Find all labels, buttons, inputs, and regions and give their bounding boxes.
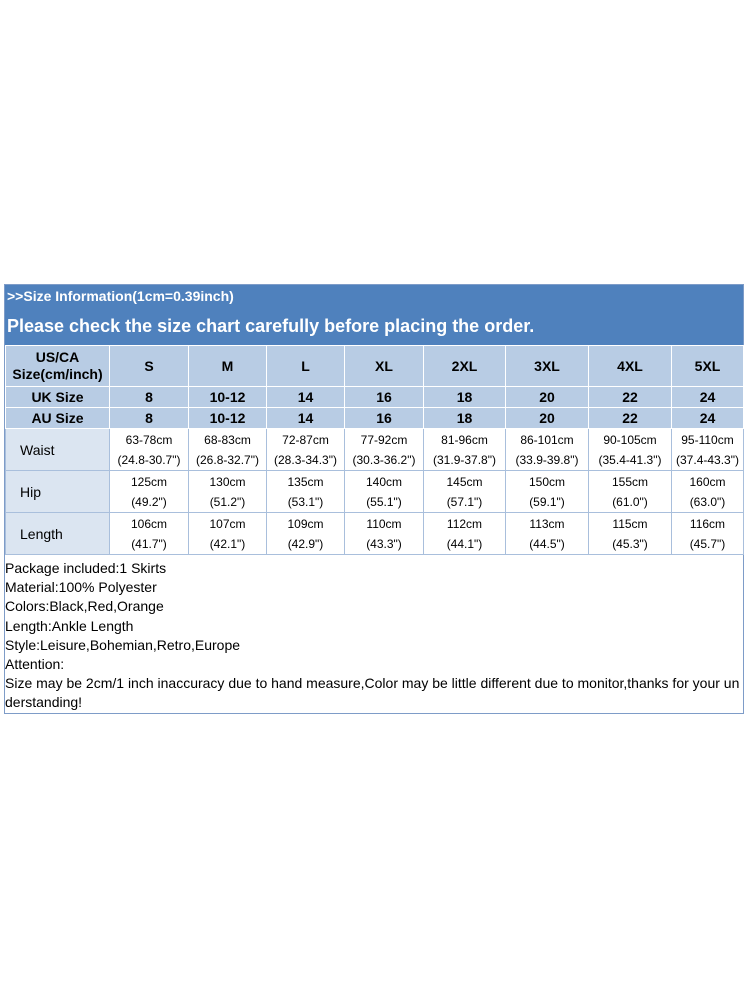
corner-cell	[6, 346, 110, 387]
conversion-value: 16	[345, 387, 424, 408]
conversion-value: 22	[589, 387, 672, 408]
conversion-value: 18	[424, 387, 506, 408]
measurement-cell	[189, 429, 267, 471]
conversion-value: 20	[506, 387, 589, 408]
conversion-label: UK Size	[6, 387, 110, 408]
measurement-cm: 155cm	[611, 474, 649, 489]
info-line: Package included:1 Skirts	[5, 560, 167, 576]
measurement-cm: 130cm	[209, 474, 246, 489]
measurement-cm: 116cm	[689, 516, 726, 531]
conversion-value: 8	[110, 387, 189, 408]
measurement-cm: 145cm	[446, 474, 483, 489]
measurement-cm: 110cm	[366, 516, 402, 531]
conversion-value: 10-12	[189, 387, 267, 408]
measurement-inch: (44.5")	[529, 536, 565, 551]
measurement-inch: (41.7")	[131, 536, 167, 551]
measurement-inch: (24.8-30.7")	[117, 452, 181, 467]
measurement-inch: (33.9-39.8")	[515, 452, 579, 467]
measurement-inch: (30.3-36.2")	[352, 452, 416, 467]
size-chart-notice: Please check the size chart carefully before placing the order.	[5, 307, 743, 345]
measurement-inch: (61.0")	[612, 494, 648, 509]
measurement-cell	[424, 471, 506, 513]
measurement-inch: (53.1")	[287, 494, 324, 509]
info-line: Length:Ankle Length	[5, 617, 134, 634]
measurement-inch: (31.9-37.8")	[433, 452, 496, 467]
conversion-row	[6, 387, 744, 408]
size-header-cell: XL	[345, 346, 424, 387]
measurement-cell	[672, 513, 744, 555]
measurement-cm: 140cm	[365, 474, 403, 489]
info-line: Material:100% Polyester	[5, 579, 157, 596]
measurement-cell	[589, 513, 672, 555]
measurement-cell	[345, 429, 424, 471]
conversion-value: 8	[110, 408, 189, 429]
size-chart-card	[4, 284, 744, 714]
measurement-cell	[424, 429, 506, 471]
measurement-cell	[110, 471, 189, 513]
measurement-inch: (43.3")	[366, 536, 402, 551]
info-line: Colors:Black,Red,Orange	[5, 598, 164, 615]
measurement-cell	[267, 513, 345, 555]
measurement-cell	[267, 429, 345, 471]
conversion-row	[6, 408, 744, 429]
size-header-cell: M	[189, 346, 267, 387]
measurement-inch: (55.1")	[366, 494, 402, 509]
measurement-cm: 125cm	[130, 474, 168, 489]
size-header-cell: 5XL	[672, 346, 744, 387]
measurement-cell	[110, 513, 189, 555]
measurement-cell	[189, 513, 267, 555]
measurement-inch: (49.2")	[131, 494, 167, 509]
measurement-inch: (26.8-32.7")	[196, 452, 259, 467]
measurement-inch: (42.1")	[209, 536, 246, 551]
measurement-cm: 106cm	[130, 516, 168, 531]
conversion-value: 24	[672, 408, 744, 429]
size-header-row	[6, 346, 744, 387]
measurement-cell	[672, 471, 744, 513]
measurement-inch: (44.1")	[446, 536, 483, 551]
measurement-cell	[110, 429, 189, 471]
conversion-value: 14	[267, 408, 345, 429]
measurement-inch: (51.2")	[209, 494, 246, 509]
measurement-cm: 115cm	[612, 516, 648, 531]
conversion-value: 24	[672, 387, 744, 408]
size-header-cell: 3XL	[506, 346, 589, 387]
size-header-cell: L	[267, 346, 345, 387]
measurement-cm: 68-83cm	[204, 432, 251, 447]
size-header-cell: 2XL	[424, 346, 506, 387]
measurement-cell	[345, 471, 424, 513]
product-info	[5, 559, 741, 713]
measurement-cell	[672, 429, 744, 471]
measurement-cm: 72-87cm	[282, 432, 329, 447]
info-line: Attention:	[5, 656, 65, 673]
size-header-cell: 4XL	[589, 346, 672, 387]
measurement-cm: 107cm	[209, 516, 246, 531]
conversion-value: 10-12	[189, 408, 267, 429]
measurement-label: Length	[6, 513, 110, 555]
measurement-row	[6, 513, 744, 555]
conversion-label: AU Size	[6, 408, 110, 429]
measurement-cell	[589, 471, 672, 513]
conversion-value: 14	[267, 387, 345, 408]
measurement-row	[6, 471, 744, 513]
measurement-inch: (42.9")	[287, 536, 324, 551]
measurement-row	[6, 429, 744, 471]
measurement-cm: 86-101cm	[520, 432, 574, 447]
measurement-cm: 81-96cm	[441, 432, 488, 447]
measurement-inch: (28.3-34.3")	[274, 452, 337, 467]
measurement-cm: 112cm	[446, 516, 483, 531]
measurement-inch: (45.3")	[612, 536, 648, 551]
measurement-cell	[345, 513, 424, 555]
measurement-cell	[506, 513, 589, 555]
size-info-title: >>Size Information(1cm=0.39inch)	[5, 285, 743, 307]
size-header-cell: S	[110, 346, 189, 387]
info-line: Style:Leisure,Bohemian,Retro,Europe	[5, 636, 241, 653]
measurement-cm: 63-78cm	[125, 432, 173, 447]
info-line: Size may be 2cm/1 inch inaccuracy due to hand measure,Color may be little different due to monitor,thanks for your understanding!	[5, 675, 740, 711]
measurement-cm: 113cm	[529, 516, 565, 531]
conversion-value: 20	[506, 408, 589, 429]
measurement-cell	[506, 429, 589, 471]
measurement-cell	[267, 471, 345, 513]
measurement-cm: 160cm	[689, 474, 726, 489]
measurement-cm: 95-110cm	[681, 432, 734, 447]
measurement-cell	[189, 471, 267, 513]
measurement-inch: (59.1")	[529, 494, 565, 509]
conversion-value: 18	[424, 408, 506, 429]
measurement-cm: 150cm	[528, 474, 566, 489]
measurement-cell	[424, 513, 506, 555]
measurement-inch: (35.4-41.3")	[598, 452, 662, 467]
measurement-cell	[589, 429, 672, 471]
measurement-inch: (45.7")	[689, 536, 726, 551]
conversion-value: 22	[589, 408, 672, 429]
measurement-cm: 109cm	[287, 516, 324, 531]
measurement-cm: 90-105cm	[603, 432, 657, 447]
measurement-label: Waist	[6, 429, 110, 471]
corner-label-line1: US/CA	[35, 349, 80, 365]
measurement-label: Hip	[6, 471, 110, 513]
measurement-cell	[506, 471, 589, 513]
measurement-inch: (37.4-43.3")	[676, 452, 739, 467]
measurement-inch: (63.0")	[689, 494, 726, 509]
measurement-inch: (57.1")	[446, 494, 483, 509]
conversion-value: 16	[345, 408, 424, 429]
size-table	[5, 345, 744, 555]
measurement-cm: 77-92cm	[360, 432, 408, 447]
measurement-cm: 135cm	[287, 474, 324, 489]
corner-label-line2: Size(cm/inch)	[12, 366, 103, 382]
